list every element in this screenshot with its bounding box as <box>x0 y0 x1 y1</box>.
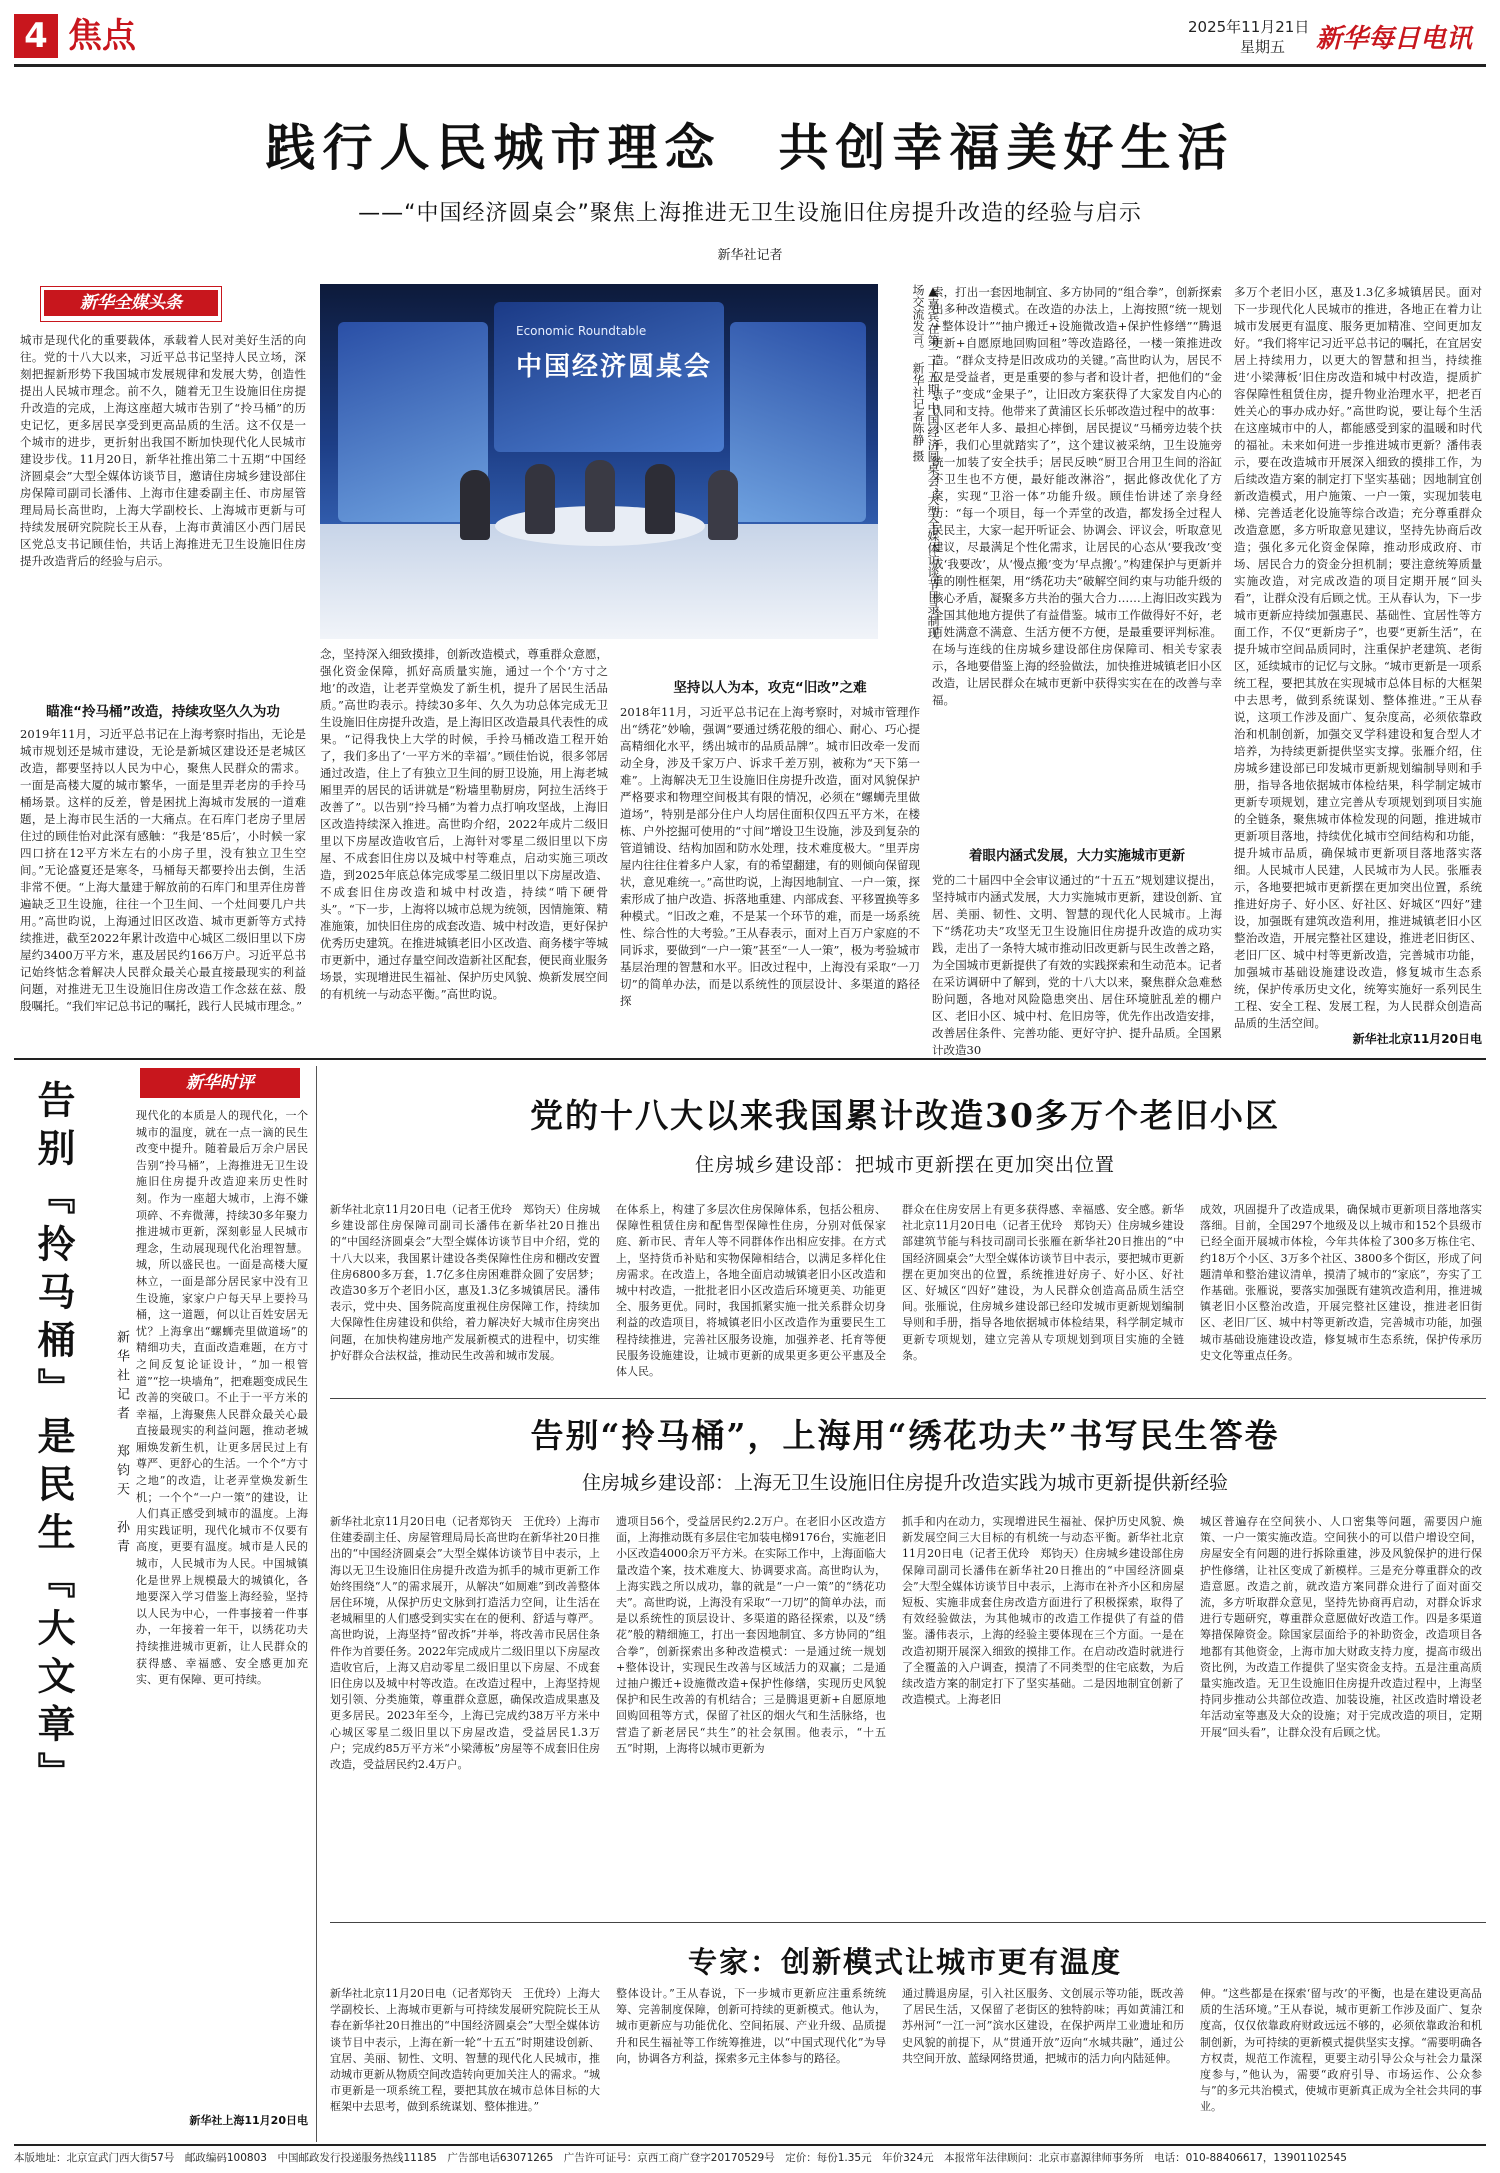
paper-name: 新华每日电讯 <box>1316 24 1473 54</box>
story3-col1: 新华社北京11月20日电（记者郑钧天 王优玲）上海市住建委副主任、房屋管理局局长高世昀在新华社20日推出的“中国经济圆桌会”大型全媒体访谈节目中表示，上海以无卫生设施旧住房提升改造为抓手的城市更新工作始终围绕“人”的需求展开，从解决“如厕难”到改善整体居住环境，从保护历史文脉到打造活力空间，让生活在老城厢里的人们感受到实实在在的便利、舒适与尊严。高世昀说，上海坚持“留改拆”并举，将改善市民居住条件作为首要任务。2022年完成成片二级旧里以下房屋改造收官后，上海又启动零星二级旧里以下房屋、不成套旧住房以及城中村等改造。在改造过程中，上海坚持规划引领、分类施策，尊重群众意愿，确保改造成果惠及更多居民。2023年至今，上海已完成约38万平方米中心城区零星二级旧里以下房屋改造，受益居民1.3万户；完成约85万平方米“小梁薄板”房屋等不成套旧住房改造，受益居民约2.4万户。 <box>330 1515 600 1772</box>
section-rule-2 <box>330 1398 1486 1399</box>
story2-col1: 新华社北京11月20日电（记者王优玲 郑钧天）住房城乡建设部住房保障司副司长潘伟在新华社20日推出的“中国经济圆桌会”大型全媒体访谈节目中介绍，党的十八大以来，我国累计建设各类保障性住房和棚改安置住房6800多万套，1.7亿多住房困难群众圆了安居梦；改造30多万个老旧小区，惠及1.3亿多城镇居民。潘伟表示，党中央、国务院高度重视住房保障工作，持续加大保障性住房建设和供给，着力解决好大城市住房突出问题，在加快构建房地产发展新模式的进程中，切实维护好群众合法权益，推动民生改善和城市发展。 <box>330 1203 600 1362</box>
commentary-badge <box>140 1068 300 1098</box>
story3-col3: 抓手和内在动力，实现增进民生福祉、保护历史风貌、焕新发展空间三大目标的有机统一与动态平衡。新华社北京11月20日电（记者王优玲 郑钧天）住房城乡建设部住房保障司副司长潘伟在新华社20日推出的“中国经济圆桌会”大型全媒体访谈节目中表示，上海市在补齐小区和房屋短板、实施非成套住房改造方面进行了积极探索，取得了有效经验做法，为其他城市的改造工作提供了有益的借鉴。潘伟表示，上海的经验主要体现在三个方面。一是在改造初期开展深入细致的摸排工作。在启动改造时就进行了全覆盖的入户调查，摸清了不同类型的住宅底数，为后续改造方案的制定打下了坚实基础。二是因地制宜创新了改造模式。上海老旧 <box>902 1515 1184 1707</box>
lead-col5-body: 多万个老旧小区，惠及1.3亿多城镇居民。面对下一步现代化人民城市的推进，各地正在着力让城市发展更有温度、服务更加精准、空间更加友好。“我们将牢记习近平总书记的嘱托，在宜居安居上持续用力，以更大的智慧和担当，持续推进‘小梁薄板’旧住房改造和城中村改造，提质扩容保障性租赁住房，提升物业治理水平，把老百姓关心的事办成办好。”高世昀说，要让每个生活在这座城市中的人，都能感受到家的温暖和时代的福祉。未来如何进一步推进城市更新？潘伟表示，要在改造城市开展深入细致的摸排工作，为后续改造方案的制定打下坚实基础；因地制宜创新改造模式，用户施策、一户一策，实现加装电梯、完善适老化设施等综合改造；充分尊重群众改造意愿，多方听取意见建议，坚持先协商后改造；强化多元化资金保障，推动形成政府、市场、居民合力的资金分担机制；要注意统筹质量实施改造，对完成改造的项目定期开展“回头看”，让群众没有后顾之忧。王从春认为，下一步城市更新应持续加强惠民、基础性、宜居性等方面工作，不仅“更新房子”，也要“更新生活”，在提升城市空间品质同时，注重保护老建筑、老街区，延续城市的记忆与文脉。“城市更新是一项系统工程，要把其放在实现城市总体目标的大框架中去思考，做到系统谋划、整体推进。”王从春说，这项工作涉及面广、复杂度高，必须依靠政治和机制创新，加强交叉学科建设和复合型人才培养，为持续更新提供坚实支撑。张雁介绍，住房城乡建设部已印发城市更新规划编制导则和手册，指导各地依据城市体检结果，科学制定城市更新专项规划，建立完善从专项规划到项目实施的全链条，聚焦城市体检发现的问题，推进城市更新项目落地，持续优化城市空间结构和功能，提升城市品质，确保城市更新项目落地落实落细。人民城市人民建，人民城市为人民。张雁表示，各地要把城市更新摆在更加突出位置，系统推进好房子、好小区、好社区、好城区“四好”建设，加强既有建筑改造利用，推进城镇老旧小区整治改造，开展完整社区建设，推进老旧街区、老旧厂区、城中村等更新改造，完善城市功能，加强城市基础设施建设改造，修复城市生态系统，保护传承历史文化，统筹实施好一系列民生工程、安全工程、发展工程，为人民群众创造高品质的生活空间。 <box>1234 285 1482 1030</box>
photo-guest-2 <box>525 464 555 534</box>
story2-col2: 在体系上，构建了多层次住房保障体系，包括公租房、保障性租赁住房和配售型保障性住房，分别对低保家庭、新市民、青年人等不同群体作出相应安排。在方式上，坚持货币补贴和实物保障相结合，以满足多样化住房需求。在改造上，各地全面启动城镇老旧小区改造和城中村改造，一批批老旧小区改造后环境更美、功能更全、服务更优。同时，我国抓紧实施一批关系群众切身利益的改造项目，将城镇老旧小区改造作为重要民生工程持续推进，完善社区服务设施，加强养老、托育等便民服务设施建设，让城市更新的成果更多更公平惠及全体人民。 <box>616 1203 886 1379</box>
section-title: 焦点 <box>68 16 136 56</box>
masthead-rule <box>14 64 1486 67</box>
column-badge <box>40 286 222 322</box>
photo-guest-4 <box>645 464 675 534</box>
lead-title: 践行人民城市理念 共创幸福美好生活 <box>265 118 1235 177</box>
footer-rule <box>14 2144 1486 2146</box>
story2-col4: 成效，巩固提升了改造成果，确保城市更新项目落地落实落细。目前，全国297个地级及以上城市和152个县级市已经全面开展城市体检，今年共体检了300多万栋住宅、约18万个小区、3万多个社区、3800多个街区，形成了问题清单和整治建议清单，摸清了城市的“家底”，夯实了工作基础。张雁说，要落实加强既有建筑改造利用，推进城镇老旧小区整治改造，开展完整社区建设，推进老旧街区、老旧厂区、城中村等更新改造，完善城市功能，加强城市基础设施建设改造，修复城市生态系统，保护传承历史文化等重点任务。 <box>1200 1203 1482 1362</box>
lead-col1-body-2: 2019年11月，习近平总书记在上海考察时指出，无论是城市规划还是城市建设，无论是新城区建设还是老城区改造，都要坚持以人民为中心，聚焦人民群众的需求。一面是高楼大厦的城市繁华，一面是里弄老房的手拎马桶场景。这样的反差，曾是困扰上海城市发展的一道难题，是上海市民生活的一大痛点。在石库门老房子里居住过的顾佳怡对此深有感触：“我是‘85后’，小时候一家四口挤在12平方米左右的小房子里，没有独立卫生空间。”无论盛夏还是寒冬，马桶每天都要拎出去倒，生活非常不便。“上海大量建于解放前的石库门和里弄住房普遍缺乏卫生设施，往往一个卫生间、一个灶间要几户共用。”高世昀说，上海通过旧区改造、城市更新等方式持续推进，截至2022年累计改造中心城区二级旧里以下房屋约3400万平方米，惠及居民约166万户。习近平总书记始终惦念着解决人民群众最关心最直接最现实的利益问题，对推进无卫生设施旧住房改造工作念兹在兹、殷殷嘱托。“我们牢记总书记的嘱托，践行人民城市理念。” <box>20 727 306 1013</box>
photo-caption: ▲嘉宾在第二十五期“中国经济圆桌会”大型全媒体访谈节目录制现场交流发言。 新华社记者陈静 摄 <box>911 284 940 639</box>
commentary-sign: 新华社上海11月20日电 <box>189 2114 308 2127</box>
story3-title: 告别“拎马桶”，上海用“绣花功夫”书写民生答卷 <box>530 1416 1280 1455</box>
story4-col2: 整体设计。”王从春说，下一步城市更新应注重系统统筹、完善制度保障，创新可持续的更新模式。他认为，城市更新应与功能优化、空间拓展、产业升级、品质提升和民生福祉等工作统筹推进，以“中国式现代化”为导向，协调各方利益，探索多元主体参与的路径。 <box>616 1987 886 2065</box>
story4-col3: 通过腾退房屋，引入社区服务、文创展示等功能，既改善了居民生活，又保留了老街区的独特韵味；再如黄浦江和苏州河“一江一河”滨水区建设，在保护两岸工业遗址和历史风貌的前提下，从“贯通开放”迈向“水城共融”，通过公共空间开放、蓝绿网络贯通，把城市的活力向内陆延伸。 <box>902 1987 1184 2065</box>
story2-title: 党的十八大以来我国累计改造30多万个老旧小区 <box>530 1096 1280 1135</box>
lead-sign: 新华社北京11月20日电 <box>1352 1032 1482 1046</box>
footer-info: 本版地址：北京宣武门西大街57号 邮政编码100803 中国邮政发行投递服务热线11185 广告部电话63071265 广告许可证号：京西工商广登字20170529号 定价：每份1.35元 年价324元 本报常年法律顾问：北京市嘉源律师事务所 电话：010-88406617，13901102545 <box>14 2152 1347 2164</box>
story3-subtitle: 住房城乡建设部：上海无卫生设施旧住房提升改造实践为城市更新提供新经验 <box>581 1472 1228 1494</box>
photo-guest-1 <box>460 470 490 540</box>
issue-weekday: 星期五 <box>1240 38 1286 56</box>
photo-sign-en: Economic Roundtable <box>516 324 647 338</box>
commentary-body: 现代化的本质是人的现代化，一个城市的温度，就在一点一滴的民生改变中提升。随着最后万余户居民告别“拎马桶”，上海推进无卫生设施旧住房提升改造迎来历史性时刻。作为一座超大城市，上海不嫌项碎、不弃微薄，持续30多年聚力推进城市更新，深刻彰显人民城市理念，生动展现现代化治理智慧。城，所以盛民也。一面是高楼大厦林立，一面是部分居民家中没有卫生设施，家家户户每天早上要拎马桶，这一道题，何以让百姓安居无忧？上海拿出“螺蛳壳里做道场”的精细功夫，直面改造难题，在方寸之间反复论证设计，“加一根管道”“挖一块墙角”，把难题变成民生改善的突破口。不止于一平方米的幸福，上海聚焦人民群众最关心最直接最现实的利益问题，推动老城厢焕发新生机，让更多居民过上有尊严、更舒心的生活。一个个“方寸之地”的改造，让老弄堂焕发新生机；一个个“一户一策”的建设，让人们真正感受到城市的温度。上海用实践证明，现代化城市不仅要有高度，更要有温度。城市是人民的城市，人民城市为人民。中国城镇化是世界上规模最大的城镇化，各地要深入学习借鉴上海经验，坚持以人民为中心，一件事接着一件事办，一年接着一年干，以绣花功夫持续推进城市更新，让人民群众的获得感、幸福感、安全感更加充实、更有保障、更可持续。 <box>136 1109 308 1687</box>
story4-title: 专家：创新模式让城市更有温度 <box>687 1945 1122 1979</box>
photo-sign-cn: 中国经济圆桌会 <box>516 352 713 382</box>
lead-subhead-3: 着眼内涵式发展，大力实施城市更新 <box>969 848 1185 864</box>
photo-guest-5 <box>708 470 738 540</box>
commentary-title: 告别『拎马桶』是民生『大文章』 <box>31 1080 76 1800</box>
section-rule-1 <box>14 1058 1486 1060</box>
lead-col4-body: 索，打出一套因地制宜、多方协同的“组合拳”，创新探索出多种改造模式。在改造的办法上，上海按照“统一规划+整体设计”“抽户搬迁+设施微改造+保护性修缮”“腾退更新+自愿原地回购回租”等改造路径，一楼一策推进改造。“群众支持是旧改成功的关键。”高世昀认为，居民不仅是受益者，更是重要的参与者和设计者，把他们的“金点子”变成“金果子”，让旧改方案获得了大家发自内心的认同和支持。他带来了黄浦区长乐邨改造过程中的故事：小区老年人多、最担心摔倒，居民提议“马桶旁边装个扶手，我们心里就踏实了”，这个建议被采纳，卫生设施旁统一加装了安全扶手；居民反映“厨卫合用卫生间的浴缸不卫生也不方便，最好能改淋浴”，据此修改优化了方案，实现“卫浴一体”功能升级。顾佳怡讲述了亲身经历：“每一个项目，每一个弄堂的改造，都发扬全过程人民民主，大家一起开听证会、协调会、评议会，听取意见建议，尽最满足个性化需求，让居民的心态从‘要我改’变成‘我要改’，从‘慢点搬’变为‘早点搬’。”构建保护与更新并重的刚性框架，用“绣花功夫”破解空间约束与功能升级的核心矛盾，凝聚多方共治的强大合力……上海旧改实践为全国其他地方提供了有益借鉴。城市工作做得好不好，老百姓满意不满意、生活方便不方便，是最重要评判标准。在场与连线的住房城乡建设部住房保障司、相关专家表示，各地要借鉴上海的经验做法，加快推进城镇老旧小区改造，让居民群众在城市更新中获得实实在在的改善与幸福。 <box>932 285 1222 707</box>
commentary-badge-label: 新华时评 <box>186 1073 254 1093</box>
roundtable-photo <box>320 284 878 639</box>
photo-guest-3 <box>585 460 615 532</box>
lead-col4-body-2: 党的二十届四中全会审议通过的“十五五”规划建议提出，坚持城市内涵式发展，大力实施城市更新，建设创新、宜居、美丽、韧性、文明、智慧的现代化人民城市。上海下“绣花功夫”攻坚无卫生设施旧住房提升改造的成功实践，走出了一条特大城市推动旧改更新与民生改善之路，为全国城市更新提供了有效的实践探索和生动范本。记者在采访调研中了解到，党的十八大以来，聚焦群众急难愁盼问题，各地对风险隐患突出、居住环境脏乱差的棚户区、老旧小区、城中村、危旧房等，优先作出改造安排，改善居住条件、完善功能、更好守护、提升品质。全国累计改造30 <box>932 873 1222 1057</box>
issue-date: 2025年11月21日 <box>1188 18 1310 36</box>
page-number: 4 <box>24 16 48 56</box>
column-badge-label: 新华全媒头条 <box>44 290 218 316</box>
lead-subtitle: ——“中国经济圆桌会”聚焦上海推进无卫生设施旧住房提升改造的经验与启示 <box>358 201 1142 226</box>
story3-col4: 城区普遍存在空间狭小、人口密集等问题，需要因户施策、一户一策实施改造。空间狭小的可以借户增设空间，房屋安全有问题的进行拆除重建，涉及风貌保护的进行保护性修缮，让社区变成了新模样。三是充分尊重群众的改造意愿。改造之前，就改造方案同群众进行了面对面交流，多方听取群众意见，坚持先协商再启动，对群众诉求进行专题研究，尊重群众意愿做好改造工作。四是多渠道筹措保障资金。除国家层面给予的补助资金，改造项目各地都有其他资金，上海市加大财政支持力度，提高市级出资比例，为改造工作提供了坚实资金支持。五是注重高质量实施改造。无卫生设施旧住房提升改造过程中，上海坚持同步推动公共部位改造、加装设施，社区改造时增设老年活动室等惠及大众的设施；对于完成改造的项目，定期开展“回头看”，让群众没有后顾之忧。 <box>1200 1515 1482 1739</box>
lead-byline: 新华社记者 <box>717 248 783 263</box>
lead-subhead-1: 瞄准“拎马桶”改造，持续攻坚久久为功 <box>46 704 280 720</box>
story3-col2: 遗项目56个，受益居民约2.2万户。在老旧小区改造方面，上海推动既有多层住宅加装电梯9176台，实施老旧小区改造4000余万平方米。在实际工作中，上海面临大量改造个案，技术难度大、协调要求高。高世昀认为，上海实践之所以成功，靠的就是“一户一策”的“绣花功夫”。高世昀说，上海没有采取“一刀切”的简单办法，而是以系统性的顶层设计、多渠道的路径探索，以及“绣花”般的精细施工，打出一套因地制宜、多方协同的“组合拳”，创新探索出多种改造模式：一是通过统一规划+整体设计，实现民生改善与区域活力的双赢；二是通过抽户搬迁+设施微改造+保护性修缮，实现历史风貌保护和民生改善的有机结合；三是腾退更新+自愿原地回购回租等方式，保留了社区的烟火气和生活脉络，也营造了新老居民“共生”的社会氛围。他表示，“十五五”时期，上海将以城市更新为 <box>616 1515 886 1755</box>
story4-col4: 伸。“这些都是在探索‘留与改’的平衡，也是在建设更高品质的生活环境。”王从春说，城市更新工作涉及面广、复杂度高，仅仅依靠政府财政远远不够的，必须依靠政治和机制创新，为可持续的更新模式提供坚实支撑。“需要明确各方权责，规范工作流程，更要主动引导公众与社会力量深度参与，”他认为，需要“政府引导、市场运作、公众参与”的多元共治模式，使城市更新真正成为全社会共同的事业。 <box>1200 1987 1482 2114</box>
lead-col1-body: 城市是现代化的重要载体，承载着人民对美好生活的向往。党的十八大以来，习近平总书记坚持人民立场，深刻把握新形势下我国城市发展规律和发展大势，创造性提出人民城市理念。前不久，随着无卫生设施旧住房提升改造的完成，上海这座超大城市告别了“拎马桶”的历史记忆，更多居民享受到更高品质的生活。这不仅是一个城市的进步，更折射出我国不断加快现代化人民城市建设步伐。11月20日，新华社推出第二十五期“中国经济圆桌会”大型全媒体访谈节目，邀请住房城乡建设部住房保障司副司长潘伟、上海市住建委副主任、市房屋管理局局长高世昀，上海大学副校长、上海城市更新与可持续发展研究院院长王从春，上海市黄浦区小西门居民区党总支书记顾佳怡，共话上海推进无卫生设施旧住房提升改造背后的经验与启示。 <box>20 333 306 568</box>
lead-col2-body: 念，坚持深入细致摸排，创新改造模式，尊重群众意愿，强化资金保障，抓好高质量实施，通过一个个‘方寸之地’的改造，让老弄堂焕发了新生机，提升了居民生活品质。”高世昀表示。持续30多年、久久为功总体完成无卫生设施旧住房提升改造，是上海旧区改造最具代表性的成果。“记得我快上大学的时候，手拎马桶改造工程开始了，我们多出了‘一平方米的幸福’。”顾佳怡说，很多邻居通过改造，住上了有独立卫生间的厨卫设施，用上海老城厢里弄的居民的话讲就是“粉墙里勒厨房，阿拉生活终于改善了”。以告别“拎马桶”为着力点打响攻坚战，上海旧区改造持续深入推进。高世昀介绍，2022年成片二级旧里以下房屋改造收官后，上海针对零星二级旧里以下房屋、不成套旧住房以及城中村等难点，启动实施三项改造，到2025年底总体完成零星二级旧里以下房屋改造、不成套旧住房改造和城中村改造，持续“啃下硬骨头”。“下一步，上海将以城市总规为统领，因情施策、精准施策，加快旧住房的成套改造、城中村改造，更好保护优秀历史建筑。在推进城镇老旧小区改造、商务楼宇等城市更新中，通过存量空间改造新社区配套，便民商业服务场景，实现增进民生福祉、保护历史风貌、焕新发展空间的有机统一与动态平衡。”高世昀说。 <box>320 647 608 1001</box>
commentary-byline: 新华社记者 郑钧天 孙青 <box>114 1330 129 1558</box>
section-rule-3 <box>330 1922 1486 1923</box>
page-number-box <box>14 14 58 58</box>
lead-col3-body: 2018年11月，习近平总书记在上海考察时，对城市管理作出“绣花”妙喻，强调“要通过绣花般的细心、耐心、巧心提高精细化水平，绣出城市的品质品牌”。城市旧改牵一发而动全身，涉及千家万户、诉求千差万别，被称为“天下第一难”。上海解决无卫生设施旧住房提升改造，面对风貌保护严格要求和物理空间极其有限的情况，必须在“螺蛳壳里做道场”，特别是部分住户人均居住面积仅四五平方米，在楼栋、户外挖掘可使用的“寸间”增设卫生设施，涉及到复杂的管道铺设、结构加固和防水处理，技术难度极大。“里弄房屋内往往住着多户人家，有的希望翻建，有的则倾向保留现状，意见难统一。”高世昀说，上海因地制宜、一户一策，探索形成了抽户改造、拆落地重建、内部成套、平移置换等多种模式。“旧改之难，不是某一个环节的难，而是一场系统性、综合性的大考验。”王从春表示，面对上百万户家庭的不同诉求，要做到“一户一策”甚至“一人一策”，极为考验城市基层治理的智慧和水平。旧改过程中，上海没有采取“一刀切”的简单办法，而是以系统性的顶层设计、多渠道的路径探 <box>620 705 920 1008</box>
story2-col3: 群众在住房安居上有更多获得感、幸福感、安全感。新华社北京11月20日电（记者王优玲 郑钧天）住房城乡建设部建筑节能与科技司副司长张雁在新华社20日推出的“中国经济圆桌会”大型全媒体访谈节目中表示，要把城市更新摆在更加突出的位置，系统推进好房子、好小区、好社区、好城区“四好”建设，为人民群众创造高品质生活空间。张雁说，住房城乡建设部已经印发城市更新规划编制导则和手册，指导各地依据城市体检结果，科学制定城市更新专项规划，建立完善从专项规划到项目实施的全链条。 <box>902 1203 1184 1362</box>
story2-subtitle: 住房城乡建设部：把城市更新摆在更加突出位置 <box>694 1154 1115 1176</box>
lead-subhead-2: 坚持以人为本，攻克“旧改”之难 <box>673 680 867 696</box>
photo-screen-right <box>730 322 866 522</box>
story4-col1: 新华社北京11月20日电（记者郑钧天 王优玲）上海大学副校长、上海城市更新与可持续发展研究院院长王从春在新华社20日推出的“中国经济圆桌会”大型全媒体访谈节目中表示，上海在新一轮“十五五”时期建设创新、宜居、美丽、韧性、文明、智慧的现代化人民城市，推动城市更新从物质空间改造转向更加关注人的需求。“城市更新是一项系统工程，要把其放在城市总体目标的大框架中去思考，做到系统谋划、整体推进。” <box>330 1987 600 2114</box>
commentary-divider <box>316 1066 317 2142</box>
